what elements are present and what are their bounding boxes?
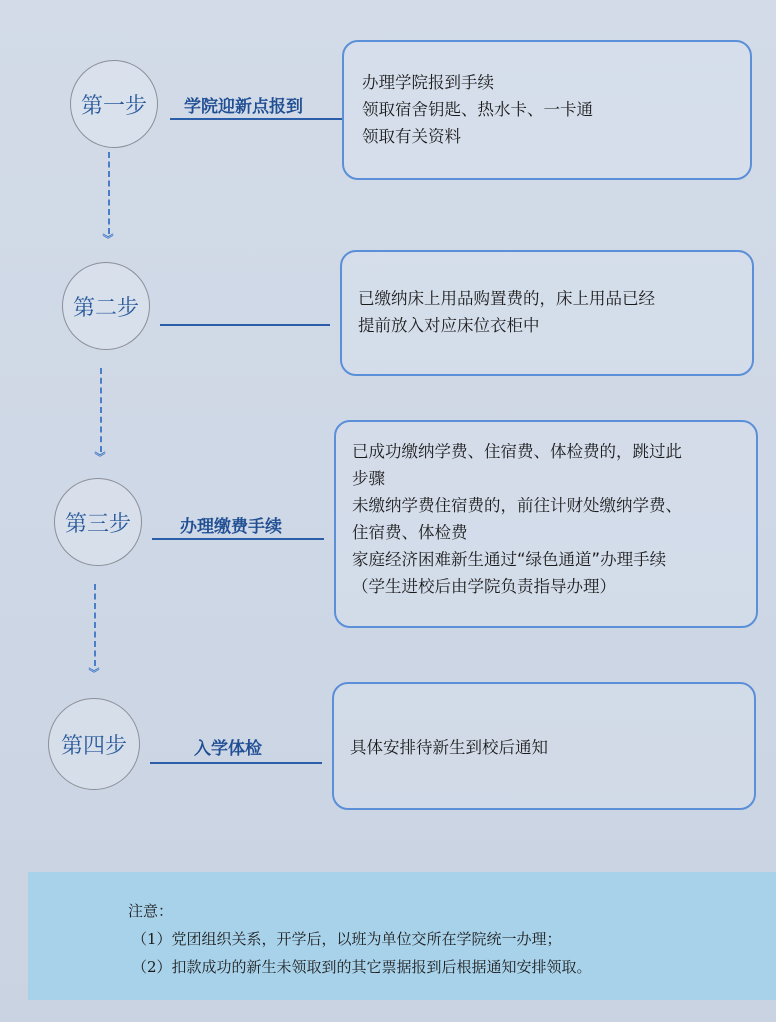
step-3-line-6: （学生进校后由学院负责指导办理） <box>352 577 616 596</box>
notes-panel <box>28 872 776 1000</box>
flow-connector-1 <box>108 152 110 234</box>
step-2-connector-line <box>160 324 330 326</box>
step-1-connector-line <box>170 118 342 120</box>
step-2-circle-text: 第二步 <box>72 295 139 321</box>
step-3-circle <box>54 478 142 566</box>
step-4-label: 入学体检 <box>194 739 262 759</box>
step-3-line-4: 住宿费、体检费 <box>352 523 468 542</box>
step-4-circle-text: 第四步 <box>60 733 127 759</box>
step-1-line-3: 领取有关资料 <box>362 127 461 146</box>
step-3-line-3: 未缴纳学费住宿费的，前往计财处缴纳学费、 <box>352 496 682 515</box>
step-1-label: 学院迎新点报到 <box>184 97 303 117</box>
flow-arrow-1-icon: ︾ <box>102 233 114 246</box>
flow-connector-3 <box>94 584 96 666</box>
step-1-circle <box>70 60 158 148</box>
step-4-box <box>332 682 756 810</box>
flow-connector-2 <box>100 368 102 452</box>
step-3-label: 办理缴费手续 <box>180 517 282 537</box>
step-3-line-5: 家庭经济困难新生通过“绿色通道”办理手续 <box>352 550 667 569</box>
notes-title: 注意： <box>128 902 174 920</box>
note-item-1: （1）党团组织关系，开学后，以班为单位交所在学院统一办理； <box>132 930 562 948</box>
flow-arrow-3-icon: ︾ <box>88 667 100 680</box>
step-1-box <box>342 40 752 180</box>
step-1-line-1: 办理学院报到手续 <box>362 73 494 92</box>
step-4-circle <box>48 698 140 790</box>
step-1-circle-text: 第一步 <box>80 93 147 119</box>
note-item-2: （2）扣款成功的新生未领取到的其它票据报到后根据通知安排领取。 <box>132 958 592 976</box>
step-2-box <box>340 250 754 376</box>
step-4-connector-line <box>150 762 322 764</box>
step-2-line-1: 已缴纳床上用品购置费的，床上用品已经 <box>358 289 655 308</box>
step-2-circle <box>62 262 150 350</box>
flow-arrow-2-icon: ︾ <box>94 451 106 464</box>
step-4-line-1: 具体安排待新生到校后通知 <box>350 738 548 757</box>
step-3-box <box>334 420 758 628</box>
step-3-connector-line <box>152 538 324 540</box>
step-3-circle-text: 第三步 <box>64 511 131 537</box>
step-3-line-2: 步骤 <box>352 469 385 488</box>
step-3-line-1: 已成功缴纳学费、住宿费、体检费的，跳过此 <box>352 442 682 461</box>
step-1-line-2: 领取宿舍钥匙、热水卡、一卡通 <box>362 100 593 119</box>
step-2-line-2: 提前放入对应床位衣柜中 <box>358 316 540 335</box>
